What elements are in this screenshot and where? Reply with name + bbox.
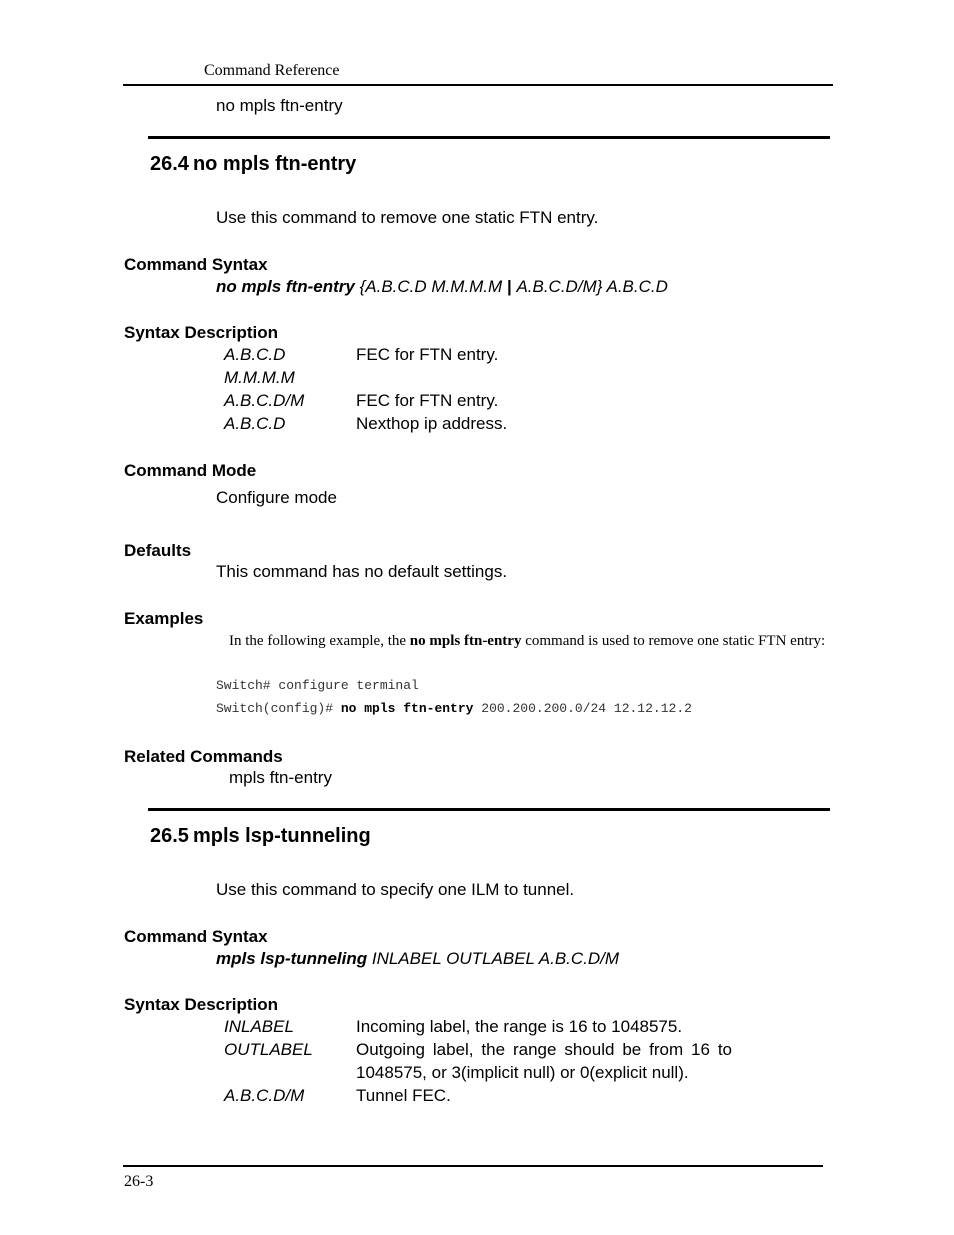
section-description: Use this command to specify one ILM to tunnel.	[216, 880, 575, 899]
example-text: command is used to remove one static FTN entry:	[525, 633, 826, 649]
param-name: A.B.C.D/M	[224, 391, 305, 410]
section-number: 26.5	[150, 825, 189, 847]
command-mode-heading: Command Mode	[124, 461, 257, 480]
param-description: Incoming label, the range is 16 to 1048575.	[356, 1017, 683, 1036]
section-heading-26-4	[150, 153, 356, 176]
command-syntax-heading: Command Syntax	[124, 255, 268, 274]
examples-heading: Examples	[124, 609, 204, 628]
syntax-command: no mpls ftn-entry	[216, 277, 355, 296]
section-rule-26-4	[148, 136, 830, 139]
header-rule	[123, 84, 833, 86]
syntax-args: INLABEL OUTLABEL A.B.C.D/M	[371, 949, 620, 968]
example-command: no mpls ftn-entry	[409, 633, 522, 649]
param-name: INLABEL	[224, 1017, 294, 1036]
param-name: A.B.C.D	[224, 414, 286, 433]
syntax-separator: |	[506, 277, 512, 296]
command-syntax-line	[216, 277, 668, 297]
footer-rule	[123, 1165, 823, 1167]
related-commands-heading: Related Commands	[124, 747, 283, 766]
param-description: Outgoing label, the range should be from 16 to	[356, 1040, 732, 1059]
syntax-args: A.B.C.D/M} A.B.C.D	[516, 277, 668, 296]
section-number: 26.4	[150, 153, 189, 175]
param-name: M.M.M.M	[224, 368, 295, 387]
running-header: Command Reference	[204, 62, 340, 79]
param-description: 1048575, or 3(implicit null) or 0(explicit null).	[356, 1063, 689, 1082]
syntax-args: {A.B.C.D M.M.M.M	[359, 277, 503, 296]
page-number: 26-3	[124, 1173, 154, 1190]
param-name: OUTLABEL	[224, 1040, 313, 1059]
param-description: Nexthop ip address.	[356, 414, 508, 433]
code-line	[216, 701, 692, 716]
section-description: Use this command to remove one static FTN entry.	[216, 208, 599, 227]
related-command: mpls ftn-entry	[229, 768, 332, 787]
defaults-heading: Defaults	[124, 541, 192, 560]
section-rule-26-5	[148, 808, 830, 811]
param-description: Tunnel FEC.	[356, 1086, 451, 1105]
syntax-description-heading: Syntax Description	[124, 323, 278, 342]
param-description: FEC for FTN entry.	[356, 391, 499, 410]
code-command: no mpls ftn-entry	[340, 701, 474, 716]
example-text: In the following example, the	[229, 633, 407, 649]
code-line: Switch# configure terminal	[216, 678, 419, 693]
section-title: mpls lsp-tunneling	[192, 825, 371, 847]
command-syntax-heading: Command Syntax	[124, 927, 268, 946]
param-name: A.B.C.D	[224, 345, 286, 364]
code-args: 200.200.200.0/24 12.12.12.2	[481, 701, 692, 716]
section-title: no mpls ftn-entry	[192, 153, 357, 175]
param-description: FEC for FTN entry.	[356, 345, 499, 364]
syntax-command: mpls lsp-tunneling	[216, 949, 368, 968]
param-name: A.B.C.D/M	[224, 1086, 305, 1105]
command-syntax-line	[216, 949, 619, 969]
code-prompt: Switch(config)#	[216, 701, 334, 716]
section-heading-26-5	[150, 825, 371, 848]
syntax-description-heading: Syntax Description	[124, 995, 278, 1014]
example-paragraph	[229, 630, 827, 653]
command-mode-value: Configure mode	[216, 488, 337, 507]
previous-section-line: no mpls ftn-entry	[216, 96, 343, 115]
defaults-value: This command has no default settings.	[216, 562, 508, 581]
